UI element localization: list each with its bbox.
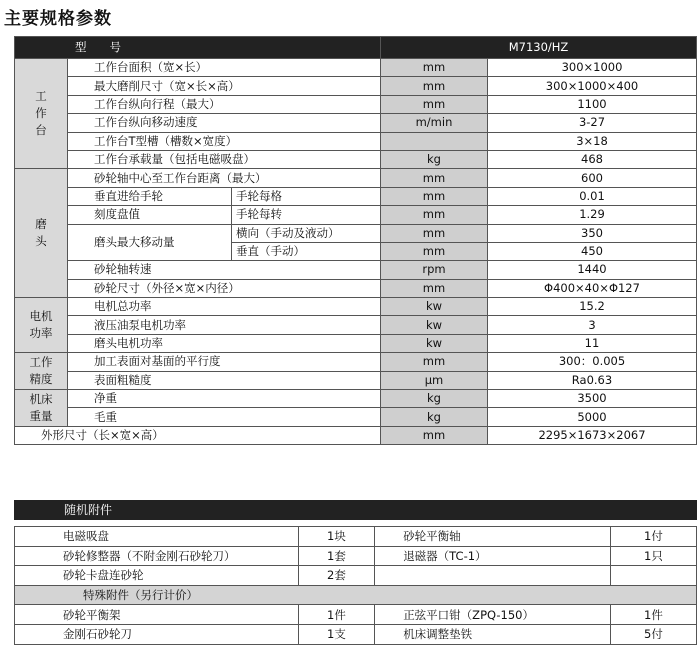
accessory-row [15, 566, 697, 586]
accessory-qty: 1支 [298, 624, 374, 644]
spec-row [15, 261, 697, 279]
spec-row [15, 114, 697, 132]
spec-row [15, 390, 697, 408]
spec-value: Ra0.63 [488, 371, 697, 389]
spec-row [15, 371, 697, 389]
spec-unit: kg [381, 150, 488, 168]
accessory-qty: 1件 [298, 605, 374, 625]
spec-unit: kw [381, 316, 488, 334]
spec-value: 3500 [488, 390, 697, 408]
spec-name: 刻度盘值 [68, 206, 232, 224]
spec-unit: mm [381, 206, 488, 224]
spec-row [15, 187, 697, 205]
spec-subname: 手轮每转 [232, 206, 381, 224]
spec-value: 5000 [488, 408, 697, 426]
spec-name: 垂直进给手轮 [68, 187, 232, 205]
spec-unit [381, 132, 488, 150]
accessory-name: 机床调整垫铁 [375, 624, 611, 644]
spec-value: 1440 [488, 261, 697, 279]
spec-unit: m/min [381, 114, 488, 132]
spec-row [15, 224, 697, 242]
accessory-name: 砂轮修整器（不附金刚石砂轮刀） [15, 546, 299, 566]
spec-name: 毛重 [68, 408, 381, 426]
spec-name: 磨头最大移动量 [68, 224, 232, 261]
spec-unit: mm [381, 187, 488, 205]
accessory-qty: 1付 [610, 527, 696, 547]
spec-row [15, 298, 697, 316]
group-label-precision: 工作 精度 [15, 353, 68, 390]
spec-value: 1100 [488, 95, 697, 113]
spec-name: 工作台承载量（包括电磁吸盘） [68, 150, 381, 168]
spec-header-row [15, 37, 697, 59]
spec-unit: rpm [381, 261, 488, 279]
spec-value: 3×18 [488, 132, 697, 150]
spec-value: 300：0.005 [488, 353, 697, 371]
spec-name: 加工表面对基面的平行度 [68, 353, 381, 371]
spec-value: 350 [488, 224, 697, 242]
spec-row [15, 132, 697, 150]
spec-name: 液压油泵电机功率 [68, 316, 381, 334]
accessories-header: 随机附件 [14, 500, 697, 520]
model-value: M7130/HZ [381, 37, 697, 59]
spec-name: 工作台T型槽（槽数×宽度） [68, 132, 381, 150]
group-label-head: 磨 头 [15, 169, 68, 298]
page-title: 主要规格参数 [4, 9, 112, 29]
accessory-qty: 2套 [298, 566, 374, 586]
accessory-qty: 1只 [610, 546, 696, 566]
accessory-name: 正弦平口钳（ZPQ-150） [375, 605, 611, 625]
spec-row [15, 59, 697, 77]
spec-row [15, 77, 697, 95]
spec-unit: mm [381, 279, 488, 297]
accessory-name: 砂轮卡盘连砂轮 [15, 566, 299, 586]
spec-unit: kw [381, 298, 488, 316]
model-label: 型 号 [15, 37, 381, 59]
spec-value: 2295×1673×2067 [488, 426, 697, 444]
spec-unit: kg [381, 390, 488, 408]
accessory-row [15, 527, 697, 547]
accessory-qty: 1套 [298, 546, 374, 566]
spec-name: 砂轮轴转速 [68, 261, 381, 279]
accessory-row [15, 605, 697, 625]
spec-value: 300×1000 [488, 59, 697, 77]
accessory-qty [610, 566, 696, 586]
spec-name: 磨头电机功率 [68, 334, 381, 352]
spec-name: 砂轮轴中心至工作台距离（最大） [68, 169, 381, 187]
accessory-name: 砂轮平衡架 [15, 605, 299, 625]
spec-unit: mm [381, 242, 488, 260]
spec-unit: mm [381, 169, 488, 187]
spec-row [15, 426, 697, 444]
accessory-qty: 1件 [610, 605, 696, 625]
spec-row [15, 206, 697, 224]
spec-subname: 垂直（手动） [232, 242, 381, 260]
special-accessories-header-row [15, 585, 697, 605]
spec-value: 600 [488, 169, 697, 187]
accessory-name: 退磁器（TC-1） [375, 546, 611, 566]
spec-row [15, 316, 697, 334]
spec-row [15, 408, 697, 426]
spec-name: 砂轮尺寸（外径×宽×内径） [68, 279, 381, 297]
spec-name: 工作台纵向行程（最大） [68, 95, 381, 113]
spec-unit: mm [381, 353, 488, 371]
spec-name: 净重 [68, 390, 381, 408]
accessories-table [14, 526, 697, 645]
spec-value: 3 [488, 316, 697, 334]
spec-unit: mm [381, 95, 488, 113]
spec-row [15, 279, 697, 297]
spec-unit: mm [381, 224, 488, 242]
accessory-name: 金刚石砂轮刀 [15, 624, 299, 644]
spec-name: 工作台纵向移动速度 [68, 114, 381, 132]
spec-unit: mm [381, 426, 488, 444]
accessory-qty: 5付 [610, 624, 696, 644]
spec-row [15, 334, 697, 352]
accessory-qty: 1块 [298, 527, 374, 547]
spec-value: 300×1000×400 [488, 77, 697, 95]
special-accessories-header: 特殊附件（另行计价） [15, 585, 697, 605]
spec-value: 15.2 [488, 298, 697, 316]
spec-table [14, 36, 697, 445]
spec-value: 1.29 [488, 206, 697, 224]
accessory-name [375, 566, 611, 586]
spec-row [15, 353, 697, 371]
spec-unit: mm [381, 77, 488, 95]
spec-unit: mm [381, 59, 488, 77]
spec-value: 11 [488, 334, 697, 352]
spec-name: 最大磨削尺寸（宽×长×高） [68, 77, 381, 95]
spec-row [15, 150, 697, 168]
spec-subname: 横向（手动及液动） [232, 224, 381, 242]
spec-name: 外形尺寸（长×宽×高） [15, 426, 381, 444]
spec-name: 工作台面积（宽×长） [68, 59, 381, 77]
spec-row [15, 95, 697, 113]
spec-value: 450 [488, 242, 697, 260]
spec-name: 电机总功率 [68, 298, 381, 316]
spec-row [15, 169, 697, 187]
spec-value: 3-27 [488, 114, 697, 132]
spec-unit: μm [381, 371, 488, 389]
accessory-row [15, 624, 697, 644]
spec-subname: 手轮每格 [232, 187, 381, 205]
spec-value: 0.01 [488, 187, 697, 205]
spec-value: Φ400×40×Φ127 [488, 279, 697, 297]
group-label-weight: 机床 重量 [15, 390, 68, 427]
spec-value: 468 [488, 150, 697, 168]
accessory-name: 砂轮平衡轴 [375, 527, 611, 547]
accessory-row [15, 546, 697, 566]
spec-unit: kw [381, 334, 488, 352]
group-label-table: 工 作 台 [15, 59, 68, 169]
group-label-motor: 电机 功率 [15, 298, 68, 353]
spec-unit: kg [381, 408, 488, 426]
spec-name: 表面粗糙度 [68, 371, 381, 389]
accessory-name: 电磁吸盘 [15, 527, 299, 547]
